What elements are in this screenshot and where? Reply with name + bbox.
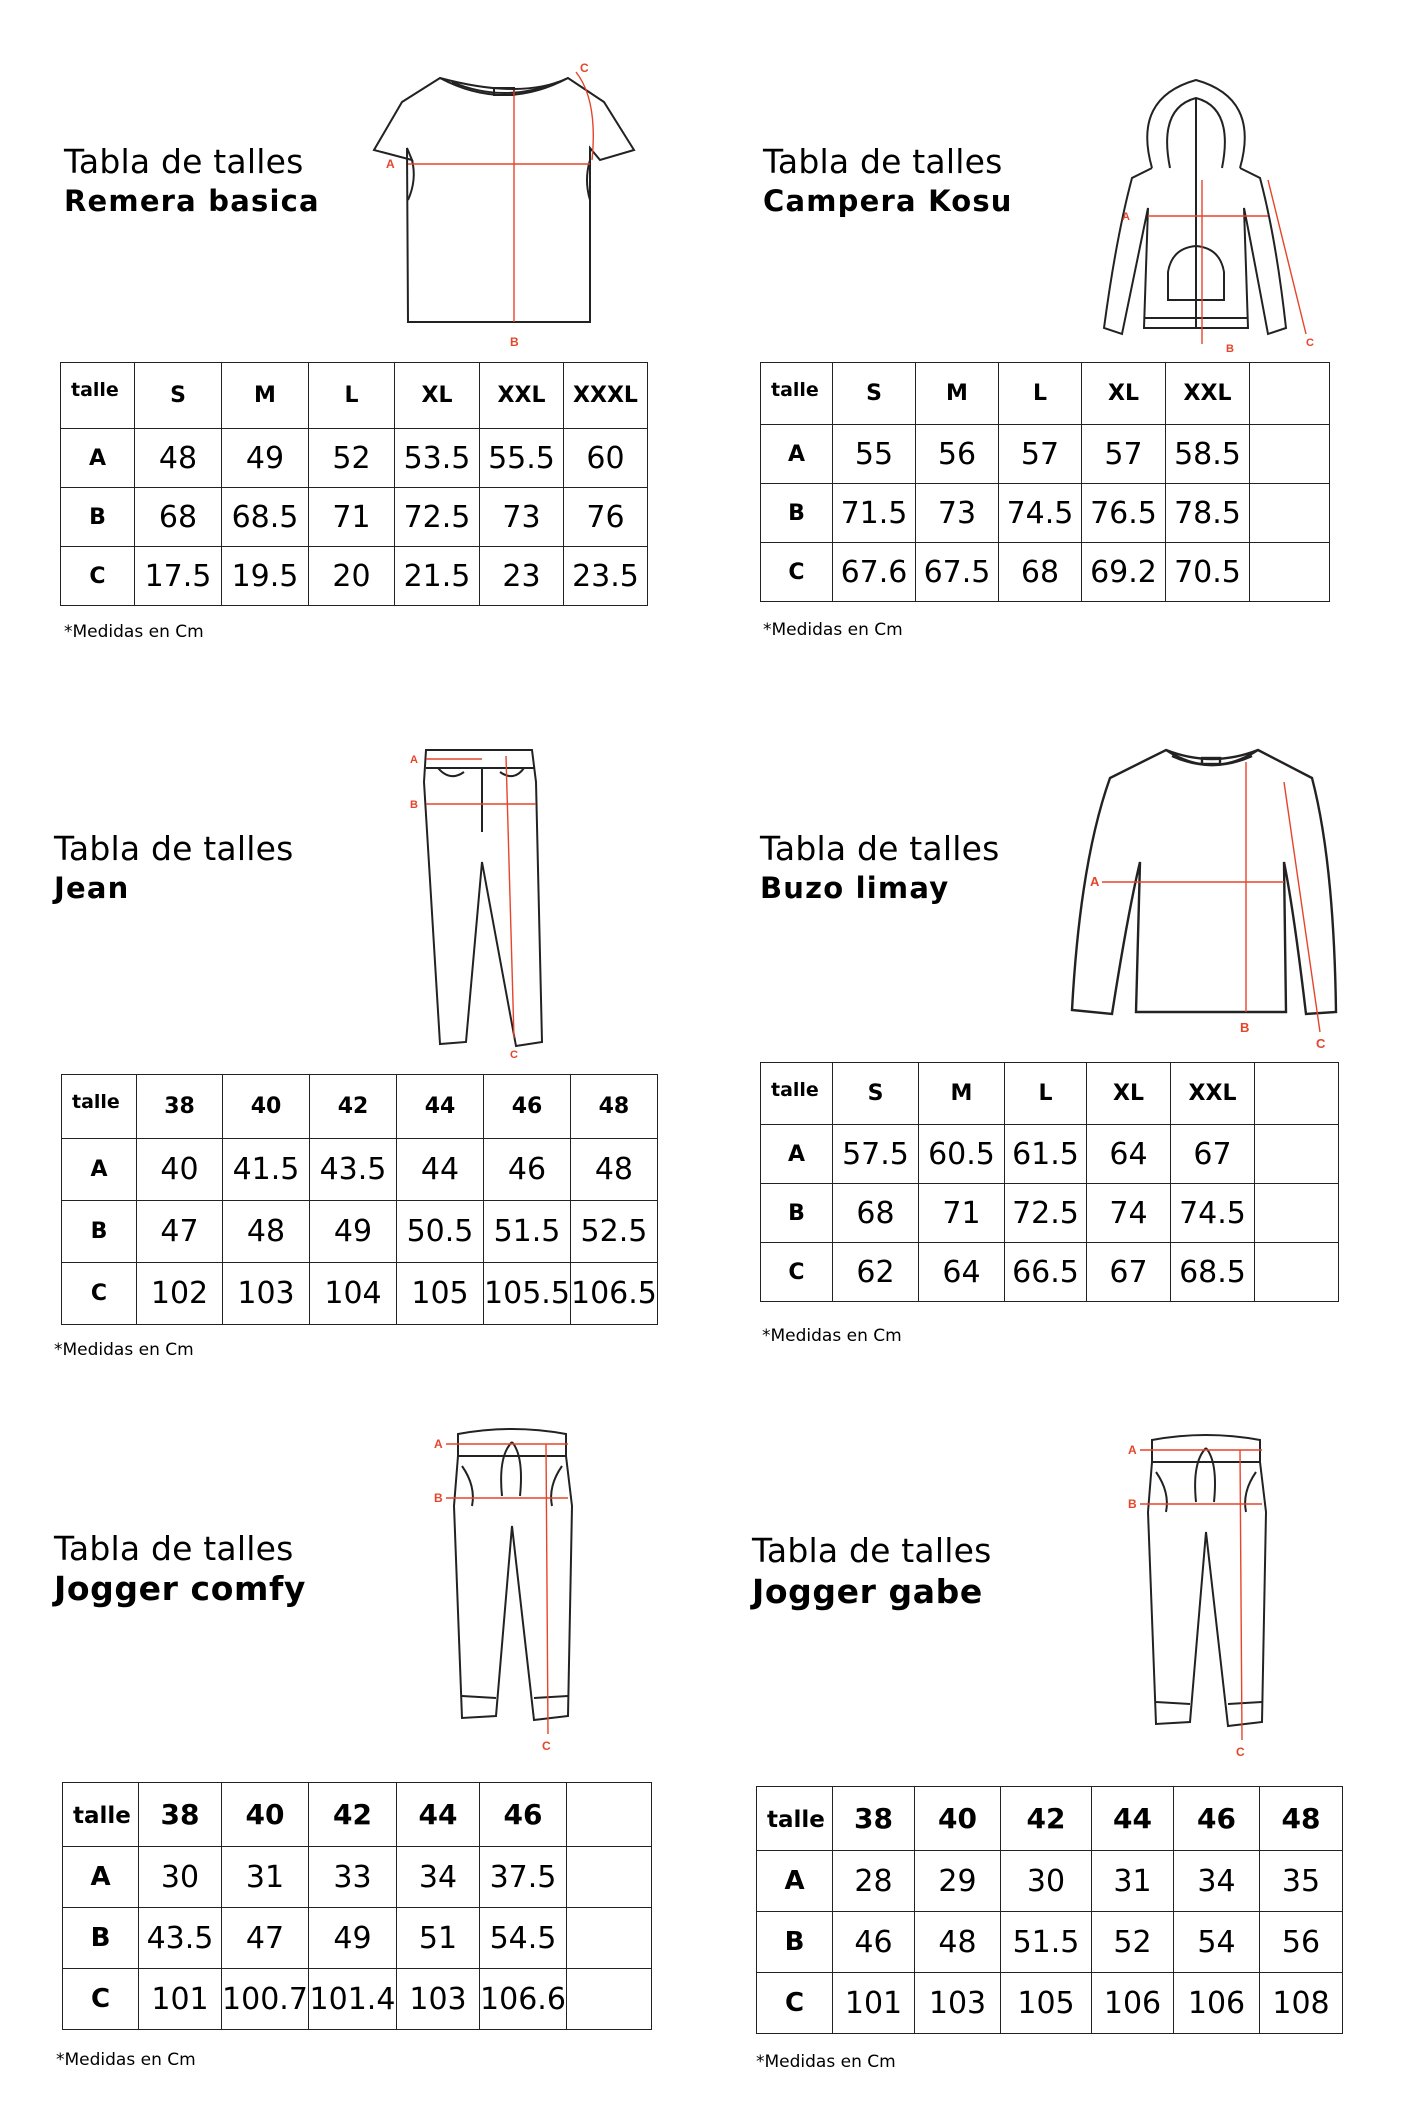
header-size: XL [1087,1063,1171,1125]
row-label: C [761,1243,833,1302]
table-cell: 73 [480,488,564,547]
table-row [61,547,648,606]
table-cell: 60 [564,429,648,488]
row-label: A [761,1125,833,1184]
table-cell: 34 [1174,1851,1260,1912]
table-cell: 67 [1087,1243,1171,1302]
mark-b: B [434,1491,443,1505]
table-cell: 48 [571,1139,658,1201]
header-size: L [1005,1063,1087,1125]
header-size: 38 [139,1783,222,1847]
table-cell: 21.5 [395,547,480,606]
header-size: 40 [915,1787,1001,1851]
panel-6-note: *Medidas en Cm [756,2052,896,2072]
table-cell: 44 [397,1139,484,1201]
table-cell: 71 [309,488,395,547]
jogger-comfy-illustration [432,1426,582,1760]
table-cell: 28 [833,1851,915,1912]
header-size: L [309,363,395,429]
table-cell: 70.5 [1166,543,1250,602]
table-cell: 104 [310,1263,397,1325]
table-cell: 71.5 [833,484,916,543]
header-size: M [916,363,999,425]
table-cell: 56 [1260,1912,1343,1973]
table-cell [567,1969,652,2030]
table-cell: 61.5 [1005,1125,1087,1184]
size-table-remera [60,362,648,606]
table-cell: 105 [397,1263,484,1325]
panel-6-product: Jogger gabe [752,1572,983,1611]
header-size: XXL [480,363,564,429]
table-cell: 68 [135,488,222,547]
table-cell: 43.5 [139,1908,222,1969]
table-cell: 106.5 [571,1263,658,1325]
mark-a: A [386,157,395,171]
sweater-illustration [1062,742,1352,1058]
table-row [62,1263,658,1325]
table-cell: 72.5 [1005,1184,1087,1243]
table-cell [1255,1125,1339,1184]
table-header-row [61,363,648,429]
table-cell: 74.5 [1171,1184,1255,1243]
header-size: 42 [309,1783,397,1847]
header-size: 46 [1174,1787,1260,1851]
table-cell: 52 [309,429,395,488]
table-cell: 69.2 [1082,543,1166,602]
tshirt-illustration [372,60,652,354]
panel-1-note: *Medidas en Cm [64,622,204,642]
table-cell: 49 [309,1908,397,1969]
table-cell: 101.4 [309,1969,397,2030]
header-size: 48 [1260,1787,1343,1851]
mark-c: C [580,61,589,75]
header-size: S [135,363,222,429]
table-cell: 76 [564,488,648,547]
table-cell: 106 [1174,1973,1260,2034]
table-cell: 106.6 [480,1969,567,2030]
table-cell: 30 [1001,1851,1092,1912]
size-table-campera [760,362,1330,602]
table-cell: 57.5 [833,1125,919,1184]
jean-illustration [404,742,564,1066]
table-header-row [63,1783,652,1847]
mark-c: C [1236,1745,1245,1759]
table-cell [567,1847,652,1908]
mark-c: C [510,1049,518,1061]
table-row [761,484,1330,543]
table-cell: 62 [833,1243,919,1302]
table-cell: 57 [1082,425,1166,484]
table-row [761,1243,1339,1302]
table-row [761,425,1330,484]
table-cell: 47 [137,1201,223,1263]
header-talle: talle [62,1075,137,1139]
table-cell: 50.5 [397,1201,484,1263]
table-cell [1250,425,1330,484]
row-label: A [63,1847,139,1908]
size-table-jean [61,1074,658,1325]
table-row [757,1851,1343,1912]
header-size: 44 [1092,1787,1174,1851]
row-label: B [62,1201,137,1263]
panel-4-title: Tabla de talles [760,829,1000,868]
table-cell: 43.5 [310,1139,397,1201]
table-cell: 60.5 [919,1125,1005,1184]
table-row [63,1908,652,1969]
mark-b: B [1226,343,1234,355]
table-cell: 52.5 [571,1201,658,1263]
table-cell: 49 [222,429,309,488]
size-table-buzo [760,1062,1339,1302]
panel-4-product: Buzo limay [760,871,950,905]
table-cell: 20 [309,547,395,606]
table-cell: 103 [397,1969,480,2030]
table-row [757,1912,1343,1973]
table-cell: 51.5 [484,1201,571,1263]
table-cell: 105.5 [484,1263,571,1325]
table-cell: 102 [137,1263,223,1325]
table-header-row [761,363,1330,425]
jacket-illustration [1092,68,1322,362]
table-cell: 64 [1087,1125,1171,1184]
table-cell: 55.5 [480,429,564,488]
panel-5-title: Tabla de talles [54,1529,294,1568]
table-cell: 55 [833,425,916,484]
table-cell: 103 [223,1263,310,1325]
row-label: B [63,1908,139,1969]
table-cell: 46 [484,1139,571,1201]
mark-b: B [1240,1020,1250,1035]
table-cell: 57 [999,425,1082,484]
table-row [62,1201,658,1263]
table-cell: 29 [915,1851,1001,1912]
header-size: 38 [833,1787,915,1851]
table-cell: 58.5 [1166,425,1250,484]
header-talle: talle [761,363,833,425]
table-cell: 100.7 [222,1969,309,2030]
mark-b: B [410,799,418,811]
table-cell: 51 [397,1908,480,1969]
header-size: XL [395,363,480,429]
table-cell: 71 [919,1184,1005,1243]
panel-4-note: *Medidas en Cm [762,1326,902,1346]
header-size: 44 [397,1783,480,1847]
table-cell: 31 [1092,1851,1174,1912]
table-cell: 72.5 [395,488,480,547]
table-cell: 37.5 [480,1847,567,1908]
table-cell: 105 [1001,1973,1092,2034]
table-cell: 56 [916,425,999,484]
header-size: S [833,363,916,425]
jogger-gabe-illustration [1126,1432,1276,1766]
header-size: M [222,363,309,429]
table-cell: 41.5 [223,1139,310,1201]
header-size: 42 [1001,1787,1092,1851]
table-cell: 48 [135,429,222,488]
header-size: XXL [1171,1063,1255,1125]
panel-1-product: Remera basica [64,184,320,218]
table-cell: 54.5 [480,1908,567,1969]
header-size: M [919,1063,1005,1125]
table-cell: 103 [915,1973,1001,2034]
row-label: A [62,1139,137,1201]
table-cell: 68.5 [1171,1243,1255,1302]
table-cell: 67.6 [833,543,916,602]
header-talle: talle [761,1063,833,1125]
table-cell [1255,1184,1339,1243]
table-cell: 74 [1087,1184,1171,1243]
header-size: L [999,363,1082,425]
table-cell [1250,543,1330,602]
table-cell: 68.5 [222,488,309,547]
table-cell: 73 [916,484,999,543]
header-size: 40 [223,1075,310,1139]
table-cell: 31 [222,1847,309,1908]
size-table-jogger-gabe [756,1786,1343,2034]
row-label: C [757,1973,833,2034]
table-cell: 64 [919,1243,1005,1302]
table-header-row [62,1075,658,1139]
header-size: 38 [137,1075,223,1139]
table-row [61,429,648,488]
row-label: A [757,1851,833,1912]
table-cell: 76.5 [1082,484,1166,543]
table-cell: 19.5 [222,547,309,606]
table-cell: 68 [999,543,1082,602]
table-row [62,1139,658,1201]
table-cell: 101 [833,1973,915,2034]
table-cell: 53.5 [395,429,480,488]
header-size: 46 [480,1783,567,1847]
table-cell: 74.5 [999,484,1082,543]
table-cell: 23 [480,547,564,606]
row-label: B [761,484,833,543]
mark-c: C [1316,1036,1326,1051]
panel-2-title: Tabla de talles [763,142,1003,181]
header-size: 46 [484,1075,571,1139]
row-label: B [761,1184,833,1243]
header-size: 42 [310,1075,397,1139]
size-table-jogger-comfy [62,1782,652,2030]
header-size: 48 [571,1075,658,1139]
table-cell [1255,1243,1339,1302]
row-label: A [61,429,135,488]
table-cell: 108 [1260,1973,1343,2034]
panel-3-title: Tabla de talles [54,829,294,868]
row-label: C [63,1969,139,2030]
table-cell: 66.5 [1005,1243,1087,1302]
table-cell: 33 [309,1847,397,1908]
table-cell: 23.5 [564,547,648,606]
table-cell: 34 [397,1847,480,1908]
panel-1-title: Tabla de talles [64,142,304,181]
row-label: C [761,543,833,602]
header-talle: talle [63,1783,139,1847]
table-cell [1250,484,1330,543]
header-talle: talle [757,1787,833,1851]
header-size: XXL [1166,363,1250,425]
table-cell: 35 [1260,1851,1343,1912]
table-cell: 40 [137,1139,223,1201]
table-cell: 68 [833,1184,919,1243]
row-label: C [61,547,135,606]
table-row [63,1969,652,2030]
table-row [761,1184,1339,1243]
header-size: S [833,1063,919,1125]
table-cell: 47 [222,1908,309,1969]
table-header-row [761,1063,1339,1125]
table-row [61,488,648,547]
table-row [761,1125,1339,1184]
panel-2-note: *Medidas en Cm [763,620,903,640]
mark-a: A [1122,211,1130,223]
row-label: A [761,425,833,484]
panel-5-product: Jogger comfy [54,1569,307,1608]
table-header-row [757,1787,1343,1851]
panel-5-note: *Medidas en Cm [56,2050,196,2070]
table-cell: 52 [1092,1912,1174,1973]
row-label: B [61,488,135,547]
table-cell: 48 [915,1912,1001,1973]
table-cell: 46 [833,1912,915,1973]
panel-2-product: Campera Kosu [763,184,1013,218]
table-cell: 51.5 [1001,1912,1092,1973]
panel-3-note: *Medidas en Cm [54,1340,194,1360]
panel-3-product: Jean [54,871,130,905]
header-size: XL [1082,363,1166,425]
header-size: 44 [397,1075,484,1139]
table-cell: 49 [310,1201,397,1263]
table-cell: 48 [223,1201,310,1263]
mark-a: A [1090,874,1100,889]
mark-b: B [1128,1497,1137,1511]
header-size [1255,1063,1339,1125]
table-cell: 78.5 [1166,484,1250,543]
table-cell: 54 [1174,1912,1260,1973]
row-label: C [62,1263,137,1325]
table-row [761,543,1330,602]
table-cell: 30 [139,1847,222,1908]
table-row [63,1847,652,1908]
header-size: XXXL [564,363,648,429]
header-size: 40 [222,1783,309,1847]
mark-c: C [1306,337,1314,349]
panel-6-title: Tabla de talles [752,1531,992,1570]
mark-a: A [434,1437,443,1451]
table-row [757,1973,1343,2034]
mark-a: A [410,754,418,766]
mark-b: B [510,335,519,349]
table-cell: 17.5 [135,547,222,606]
header-talle: talle [61,363,135,429]
table-cell: 106 [1092,1973,1174,2034]
table-cell: 67.5 [916,543,999,602]
table-cell [567,1908,652,1969]
table-cell: 67 [1171,1125,1255,1184]
header-size [567,1783,652,1847]
table-cell: 101 [139,1969,222,2030]
mark-c: C [542,1739,551,1753]
mark-a: A [1128,1443,1137,1457]
header-size [1250,363,1330,425]
row-label: B [757,1912,833,1973]
